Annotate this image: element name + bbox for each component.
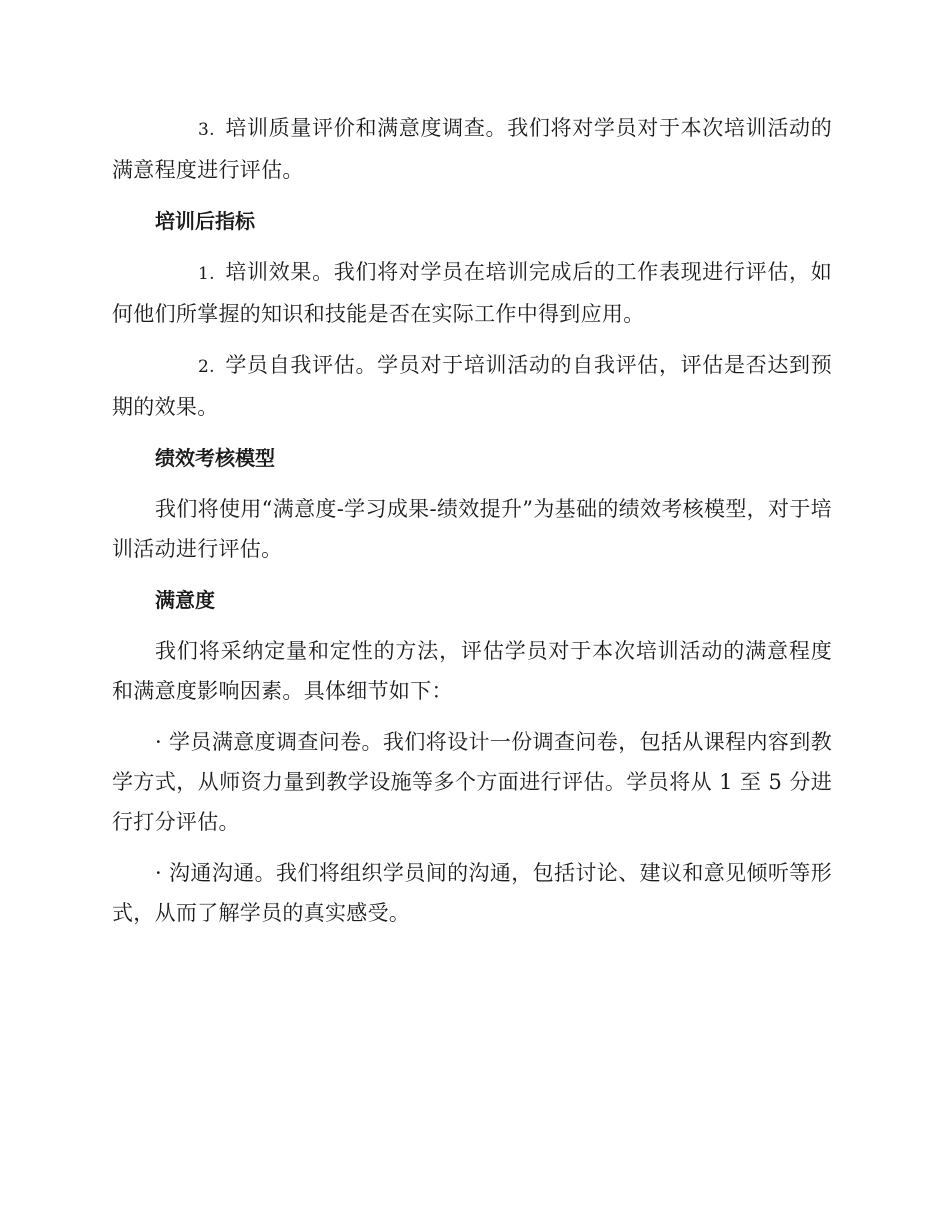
- bullet-paragraph: · 学员满意度调查问卷。我们将设计一份调查问卷，包括从课程内容到教学方式，从师资力量到教学设施等多个方面进行评估。学员将从 1 至 5 分进行打分评估。: [112, 730, 832, 834]
- section-heading: 满意度: [155, 588, 215, 612]
- paragraph: 我们将采纳定量和定性的方法，评估学员对于本次培训活动的满意程度和满意度影响因素。具体细节如下：: [112, 639, 832, 703]
- item-text: 培训质量评价和满意度调查。我们将对学员对于本次培训活动的满意程度进行评估。: [112, 116, 832, 182]
- numbered-item: [112, 252, 832, 334]
- section-heading: 绩效考核模型: [155, 446, 275, 470]
- document-page: [112, 108, 832, 944]
- item-number: 1.: [198, 264, 215, 284]
- numbered-item: [112, 108, 832, 190]
- item-number: 3.: [198, 120, 215, 140]
- item-number: 2.: [198, 357, 215, 377]
- bullet-paragraph: · 沟通沟通。我们将组织学员间的沟通，包括讨论、建议和意见倾听等形式，从而了解学员的真实感受。: [112, 861, 832, 925]
- item-text: 培训效果。我们将对学员在培训完成后的工作表现进行评估，如何他们所掌握的知识和技能是否在实际工作中得到应用。: [112, 260, 832, 326]
- section-heading: 培训后指标: [155, 209, 255, 233]
- numbered-item: [112, 345, 832, 427]
- item-text: 学员自我评估。学员对于培训活动的自我评估，评估是否达到预期的效果。: [112, 353, 832, 419]
- paragraph: 我们将使用“满意度-学习成果-绩效提升”为基础的绩效考核模型，对于培训活动进行评估。: [112, 497, 832, 561]
